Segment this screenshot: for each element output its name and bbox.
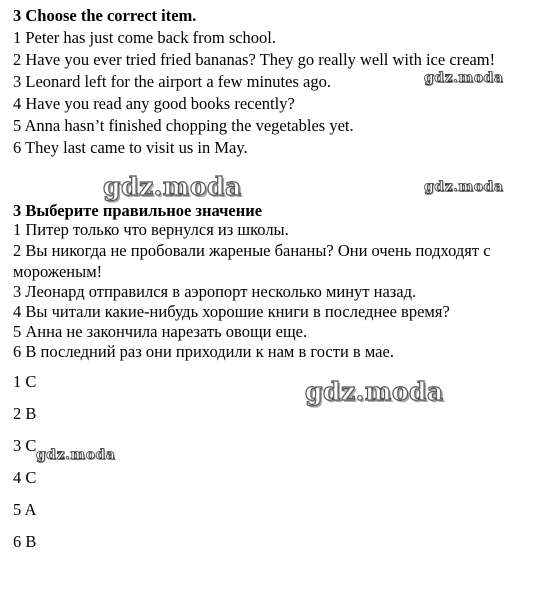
watermark: gdz.moda: [103, 172, 242, 201]
sentence-english-5: 5 Anna hasn’t finished chopping the vegetables yet.: [13, 116, 354, 135]
sentence-russian-2: 2 Вы никогда не пробовали жареные бананы? Они очень подходят с мороженым!: [13, 241, 491, 281]
sentence-english-4: 4 Have you read any good books recently?: [13, 94, 295, 113]
sentence-english-6: 6 They last came to visit us in May.: [13, 138, 248, 157]
watermark: gdz.moda: [305, 377, 444, 406]
sentence-english-3: 3 Leonard left for the airport a few minutes ago.: [13, 72, 331, 91]
watermark: gdz.moda: [424, 179, 504, 195]
answer-5: 5 A: [13, 500, 37, 519]
watermark: gdz.moda: [424, 70, 504, 86]
answer-3: 3 C: [13, 436, 37, 455]
answer-2: 2 B: [13, 404, 37, 423]
watermark: gdz.moda: [36, 447, 116, 463]
answer-6: 6 B: [13, 532, 37, 551]
sentence-russian-1: 1 Питер только что вернулся из школы.: [13, 220, 289, 239]
sentence-russian-4: 4 Вы читали какие-нибудь хорошие книги в последнее время?: [13, 302, 450, 321]
answer-4: 4 C: [13, 468, 37, 487]
sentence-russian-6: 6 В последний раз они приходили к нам в гости в мае.: [13, 342, 394, 361]
sentence-russian-3: 3 Леонард отправился в аэропорт несколько минут назад.: [13, 282, 417, 301]
exercise-heading-english: 3 Choose the correct item.: [13, 6, 197, 25]
sentence-english-1: 1 Peter has just come back from school.: [13, 28, 277, 47]
exercise-heading-russian: 3 Выберите правильное значение: [13, 201, 263, 220]
sentence-english-2: 2 Have you ever tried fried bananas? They go really well with ice cream!: [13, 50, 496, 69]
sentence-russian-5: 5 Анна не закончила нарезать овощи еще.: [13, 322, 308, 341]
answer-1: 1 C: [13, 372, 37, 391]
